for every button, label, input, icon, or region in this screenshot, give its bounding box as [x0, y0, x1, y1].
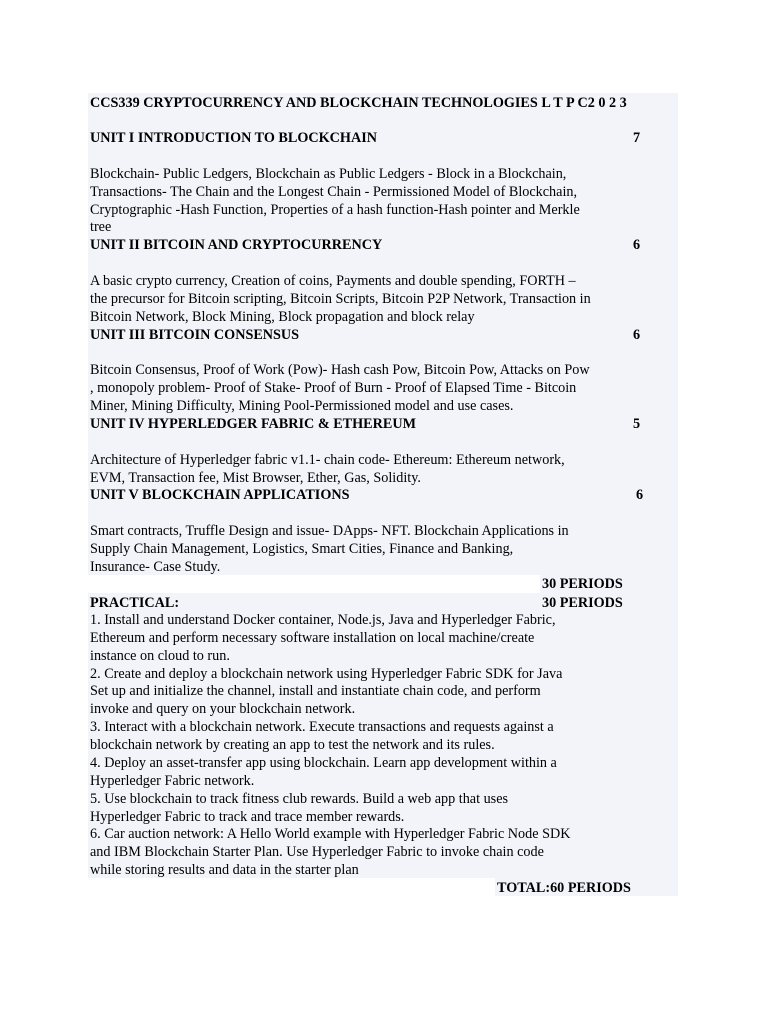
practical-heading: PRACTICAL: [90, 595, 180, 611]
unit-3-line: , monopoly problem- Proof of Stake- Proof of Burn - Proof of Elapsed Time - Bitcoin [90, 380, 577, 396]
unit-5-heading: UNIT V BLOCKCHAIN APPLICATIONS [90, 487, 350, 503]
practical-line: 5. Use blockchain to track fitness club rewards. Build a web app that uses [90, 791, 509, 807]
unit-5-line: Smart contracts, Truffle Design and issue- DApps- NFT. Blockchain Applications in [90, 523, 569, 539]
practical-line: 6. Car auction network: A Hello World example with Hyperledger Fabric Node SDK [90, 826, 571, 842]
unit-4-heading: UNIT IV HYPERLEDGER FABRIC & ETHEREUM [90, 416, 416, 432]
practical-line: Hyperledger Fabric network. [90, 773, 255, 789]
practical-line: invoke and query on your blockchain network. [90, 701, 356, 717]
unit-4-line: Architecture of Hyperledger fabric v1.1- chain code- Ethereum: Ethereum network, [90, 452, 565, 468]
practical-line: Hyperledger Fabric to track and trace member rewards. [90, 809, 405, 825]
unit-2-line: Bitcoin Network, Block Mining, Block propagation and block relay [90, 309, 475, 325]
practical-line: and IBM Blockchain Starter Plan. Use Hyperledger Fabric to invoke chain code [90, 844, 544, 860]
unit-5-line: Supply Chain Management, Logistics, Smart Cities, Finance and Banking, [90, 541, 514, 557]
unit-1-heading: UNIT I INTRODUCTION TO BLOCKCHAIN [90, 130, 377, 146]
unit-4-line: EVM, Transaction fee, Mist Browser, Ether, Gas, Solidity. [90, 470, 421, 486]
practical-line: 4. Deploy an asset-transfer app using blockchain. Learn app development within a [90, 755, 557, 771]
practical-line: Ethereum and perform necessary software installation on local machine/create [90, 630, 535, 646]
theory-periods: 30 PERIODS [542, 576, 623, 592]
practical-line: 1. Install and understand Docker container, Node.js, Java and Hyperledger Fabric, [90, 612, 556, 628]
total-periods: TOTAL:60 PERIODS [497, 880, 631, 896]
unit-1-line: Transactions- The Chain and the Longest Chain - Permissioned Model of Blockchain, [90, 184, 578, 200]
unit-1-hours: 7 [633, 130, 641, 146]
unit-2-hours: 6 [633, 237, 641, 253]
unit-2-line: the precursor for Bitcoin scripting, Bitcoin Scripts, Bitcoin P2P Network, Transaction in [90, 291, 591, 307]
practical-line: 3. Interact with a blockchain network. Execute transactions and requests against a [90, 719, 554, 735]
practical-line: instance on cloud to run. [90, 648, 230, 664]
unit-1-line: tree [90, 219, 112, 235]
unit-5-hours: 6 [636, 487, 644, 503]
document-title: CCS339 CRYPTOCURRENCY AND BLOCKCHAIN TECHNOLOGIES L T P C2 0 2 3 [90, 95, 627, 111]
unit-2-line: A basic crypto currency, Creation of coins, Payments and double spending, FORTH – [90, 273, 576, 289]
practical-line: blockchain network by creating an app to test the network and its rules. [90, 737, 495, 753]
unit-2-heading: UNIT II BITCOIN AND CRYPTOCURRENCY [90, 237, 383, 253]
unit-1-line: Cryptographic -Hash Function, Properties of a hash function-Hash pointer and Merkle [90, 202, 580, 218]
unit-3-line: Miner, Mining Difficulty, Mining Pool-Permissioned model and use cases. [90, 398, 514, 414]
unit-5-line: Insurance- Case Study. [90, 559, 221, 575]
practical-line: Set up and initialize the channel, install and instantiate chain code, and perform [90, 683, 541, 699]
unit-3-line: Bitcoin Consensus, Proof of Work (Pow)- Hash cash Pow, Bitcoin Pow, Attacks on Pow [90, 362, 590, 378]
practical-line: while storing results and data in the starter plan [90, 862, 359, 878]
unit-3-heading: UNIT III BITCOIN CONSENSUS [90, 327, 300, 343]
unit-4-hours: 5 [633, 416, 641, 432]
practical-periods: 30 PERIODS [542, 595, 623, 611]
unit-1-line: Blockchain- Public Ledgers, Blockchain as Public Ledgers - Block in a Blockchain, [90, 166, 567, 182]
practical-line: 2. Create and deploy a blockchain network using Hyperledger Fabric SDK for Java [90, 666, 563, 682]
unit-3-hours: 6 [633, 327, 641, 343]
